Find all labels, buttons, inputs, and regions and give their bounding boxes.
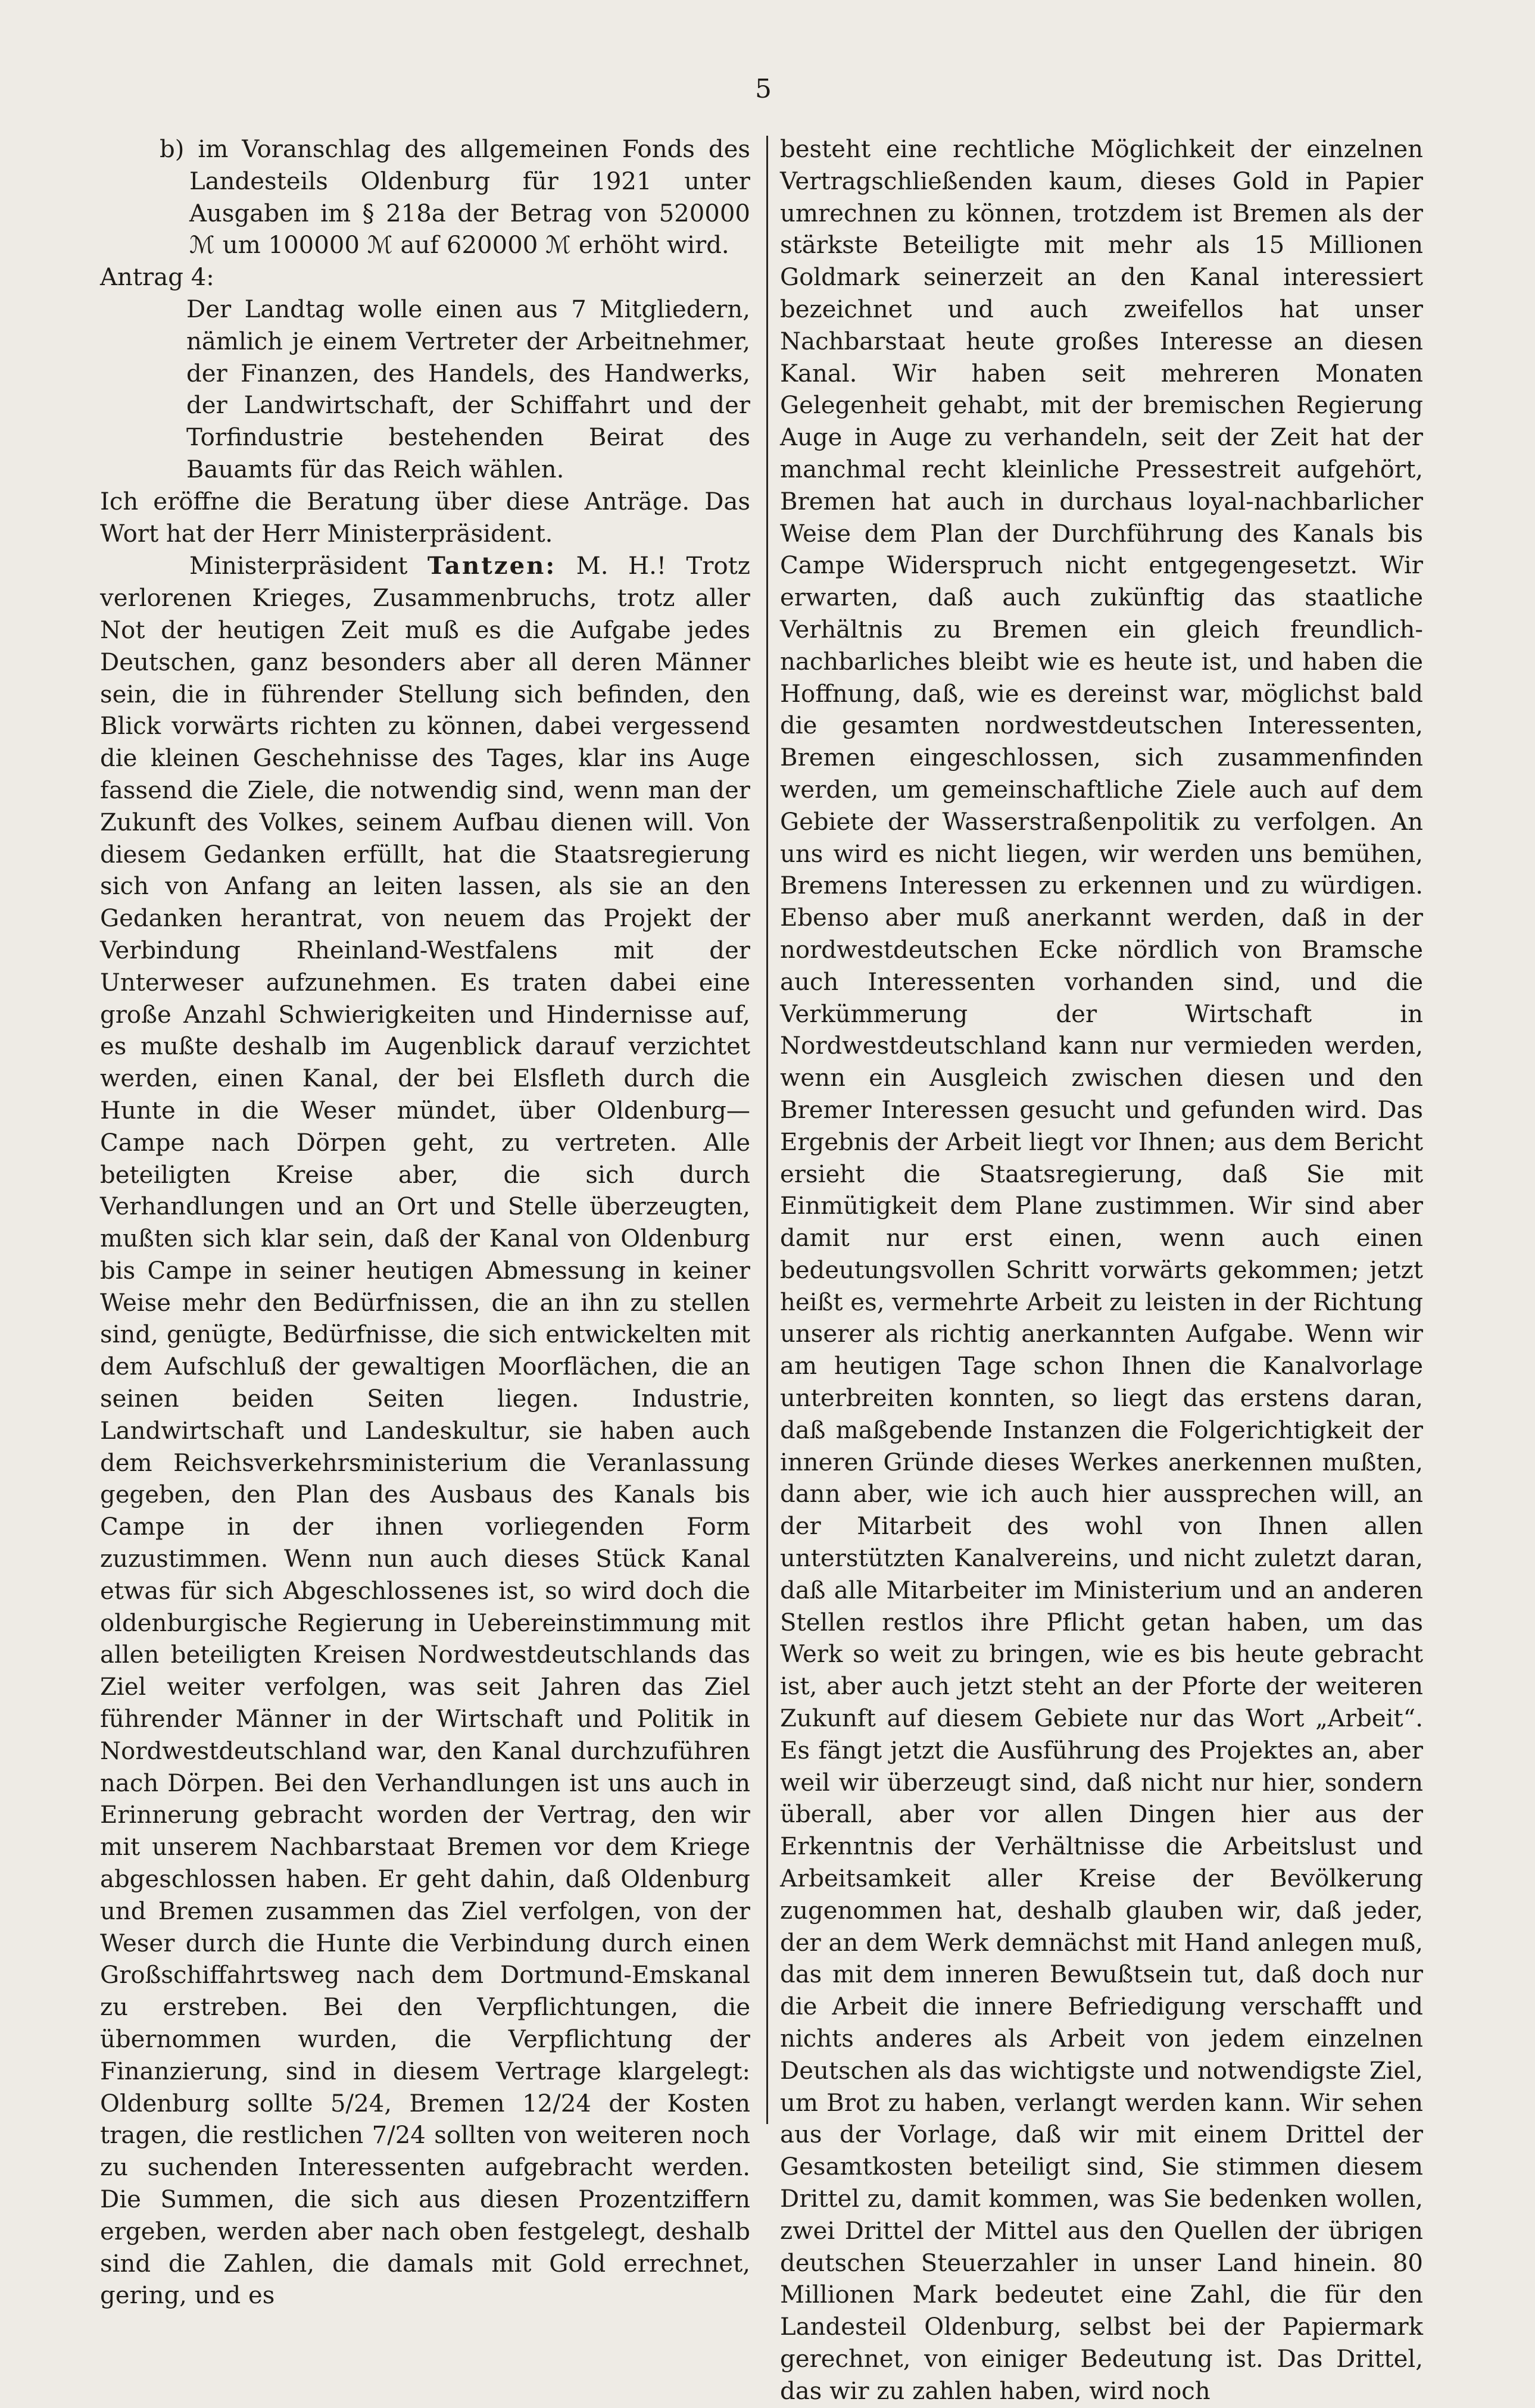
- page-number: 5: [755, 74, 772, 104]
- speaker-title: Ministerpräsident: [189, 552, 408, 580]
- left-column: [100, 134, 750, 2312]
- speech-text: M. H.! Trotz verlorenen Krieges, Zusammenbruchs, trotz aller Not der heutigen Zeit muß es die Aufgabe jedes Deutschen, ganz besonders aber all deren Männer sein, die in führender Stellung sich befinden, den Blick vorwärts richten zu können, dabei vergessend die kleinen Geschehnisse des Tages, klar ins Auge fassend die Ziele, die notwendig sind, wenn man der Zukunft des Volkes, seinem Aufbau dienen will. Von diesem Gedanken erfüllt, hat die Staatsregierung sich von Anfang an leiten lassen, als sie an den Gedanken herantrat, von neuem das Projekt der Verbindung Rheinland-Westfalens mit der Unterweser aufzunehmen. Es traten dabei eine große Anzahl Schwierigkeiten und Hindernisse auf, es mußte deshalb im Augenblick darauf verzichtet werden, einen Kanal, der bei Elsfleth durch die Hunte in die Weser mündet, über Oldenburg—Campe nach Dörpen geht, zu vertreten. Alle beteiligten Kreise aber, die sich durch Verhandlungen und an Ort und Stelle überzeugten, mußten sich klar sein, daß der Kanal von Oldenburg bis Campe in seiner heutigen Abmessung in keiner Weise mehr den Bedürfnissen, die an ihn zu stellen sind, genügte, Bedürfnisse, die sich entwickelten mit dem Aufschluß der gewaltigen Moorflächen, die an seinen beiden Seiten liegen. Industrie, Landwirtschaft und Landeskultur, sie haben auch dem Reichsverkehrsministerium die Veranlassung gegeben, den Plan des Ausbaus des Kanals bis Campe in der ihnen vorliegenden Form zuzustimmen. Wenn nun auch dieses Stück Kanal etwas für sich Abgeschlossenes ist, so wird doch die oldenburgische Regierung in Uebereinstimmung mit allen beteiligten Kreisen Nordwestdeutschlands das Ziel weiter verfolgen, was seit Jahren das Ziel führender Männer in der Wirtschaft und Politik in Nordwestdeutschland war, den Kanal durchzuführen nach Dörpen. Bei den Verhandlungen ist uns auch in Erinnerung gebracht worden der Vertrag, den wir mit unserem Nachbarstaat Bremen vor dem Kriege abgeschlossen haben. Er geht dahin, daß Oldenburg und Bremen zusammen das Ziel verfolgen, von der Weser durch die Hunte die Verbindung durch einen Großschiffahrtsweg nach dem Dortmund-Emskanal zu erstreben. Bei den Verpflichtungen, die übernommen wurden, die Verpflichtung der Finanzierung, sind in diesem Vertrage klargelegt: Oldenburg sollte 5/24, Bremen 12/24 der Kosten tragen, die restlichen 7/24 sollten von weiteren noch zu suchenden Interessenten aufgebracht werden. Die Summen, die sich aus diesen Prozentziffern ergeben, werden aber nach oben festgelegt, deshalb sind die Zahlen, die damals mit Gold errechnet, gering, und es: [100, 552, 750, 2310]
- motion-label: Antrag 4:: [100, 264, 214, 292]
- column-divider: [766, 136, 768, 2124]
- right-column: [780, 134, 1423, 2408]
- motion-text: Der Landtag wolle einen aus 7 Mitgliedern, nämlich je einem Vertreter der Arbeitnehmer, der Finanzen, des Handels, des Handwerks, der Landwirtschaft, der Schiffahrt und der Torfindustrie bestehenden Beirat des Bauamts für das Reich wählen.: [186, 295, 750, 483]
- speech-continuation: besteht eine rechtliche Möglichkeit der einzelnen Vertragschließenden kaum, dieses Gold in Papier umrechnen zu können, trotzdem ist Bremen als der stärkste Beteiligte mit mehr als 15 Millionen Goldmark seinerzeit an den Kanal interessiert bezeichnet und auch zweifellos hat unser Nachbarstaat heute großes Interesse an diesen Kanal. Wir haben seit mehreren Monaten Gelegenheit gehabt, mit der bremischen Regierung Auge in Auge zu verhandeln, seit der Zeit hat der manchmal recht kleinliche Pressestreit aufgehört, Bremen hat auch in durchaus loyal-nachbarlicher Weise dem Plan der Durchführung des Kanals bis Campe Widerspruch nicht entgegengesetzt. Wir erwarten, daß auch zukünftig das staatliche Verhältnis zu Bremen ein gleich freundlich-nachbarliches bleibt wie es heute ist, und haben die Hoffnung, daß, wie es dereinst war, möglichst bald die gesamten nordwestdeutschen Interessenten, Bremen eingeschlossen, sich zusammenfinden werden, um gemeinschaftliche Ziele auch auf dem Gebiete der Wasserstraßenpolitik zu verfolgen. An uns wird es nicht liegen, wir werden uns bemühen, Bremens Interessen zu erkennen und zu würdigen. Ebenso aber muß anerkannt werden, daß in der nordwestdeutschen Ecke nördlich von Bramsche auch Interessenten vorhanden sind, und die Verkümmerung der Wirtschaft in Nordwestdeutschland kann nur vermieden werden, wenn ein Ausgleich zwischen diesen und den Bremer Interessen gesucht und gefunden wird. Das Ergebnis der Arbeit liegt vor Ihnen; aus dem Bericht ersieht die Staatsregierung, daß Sie mit Einmütigkeit dem Plane zustimmen. Wir sind aber damit nur erst einen, wenn auch einen bedeutungsvollen Schritt vorwärts gekommen; jetzt heißt es, vermehrte Arbeit zu leisten in der Richtung unserer als richtig anerkannten Aufgabe. Wenn wir am heutigen Tage schon Ihnen die Kanalvorlage unterbreiten konnten, so liegt das erstens daran, daß maßgebende Instanzen die Folgerichtigkeit der inneren Gründe dieses Werkes anerkennen mußten, dann aber, wie ich auch hier aussprechen will, an der Mitarbeit des wohl von Ihnen allen unterstützten Kanalvereins, und nicht zuletzt daran, daß alle Mitarbeiter im Ministerium und an anderen Stellen restlos ihre Pflicht getan haben, um das Werk so weit zu bringen, wie es bis heute gebracht ist, aber auch jetzt steht an der Pforte der weiteren Zukunft auf diesem Gebiete nur das Wort „Arbeit“. Es fängt jetzt die Ausführung des Projektes an, aber weil wir überzeugt sind, daß nicht nur hier, sondern überall, aber vor allen Dingen hier aus der Erkenntnis der Verhältnisse die Arbeitslust und Arbeitsamkeit aller Kreise der Bevölkerung zugenommen hat, deshalb glauben wir, daß jeder, der an dem Werk demnächst mit Hand anlegen muß, das mit dem inneren Bewußtsein tut, daß doch nur die Arbeit die innere Befriedigung verschafft und nichts anderes als Arbeit von jedem einzelnen Deutschen als das wichtigste und notwendigste Ziel, um Brot zu haben, verlangt werden kann. Wir sehen aus der Vorlage, daß wir mit einem Drittel der Gesamtkosten beteiligt sind, Sie stimmen diesem Drittel zu, damit kommen, was Sie bedenken wollen, zwei Drittel der Mittel aus den Quellen der übrigen deutschen Steuerzahler in unser Land hinein. 80 Millionen Mark bedeutet eine Zahl, die für den Landesteil Oldenburg, selbst bei der Papiermark gerechnet, von einiger Bedeutung ist. Das Drittel, das wir zu zahlen haben, wird noch: [780, 136, 1423, 2405]
- speaker-name: Tantzen:: [427, 552, 557, 580]
- budget-item-b: b) im Voranschlag des allgemeinen Fonds des Landesteils Oldenburg für 1921 unter Ausgaben im § 218a der Betrag von 520000 ℳ um 100000 ℳ auf 620000 ℳ erhöht wird.: [160, 136, 750, 260]
- opening-remark: Ich eröffne die Beratung über diese Anträge. Das Wort hat der Herr Ministerpräsident.: [100, 488, 750, 548]
- speech-paragraph: [100, 550, 750, 2312]
